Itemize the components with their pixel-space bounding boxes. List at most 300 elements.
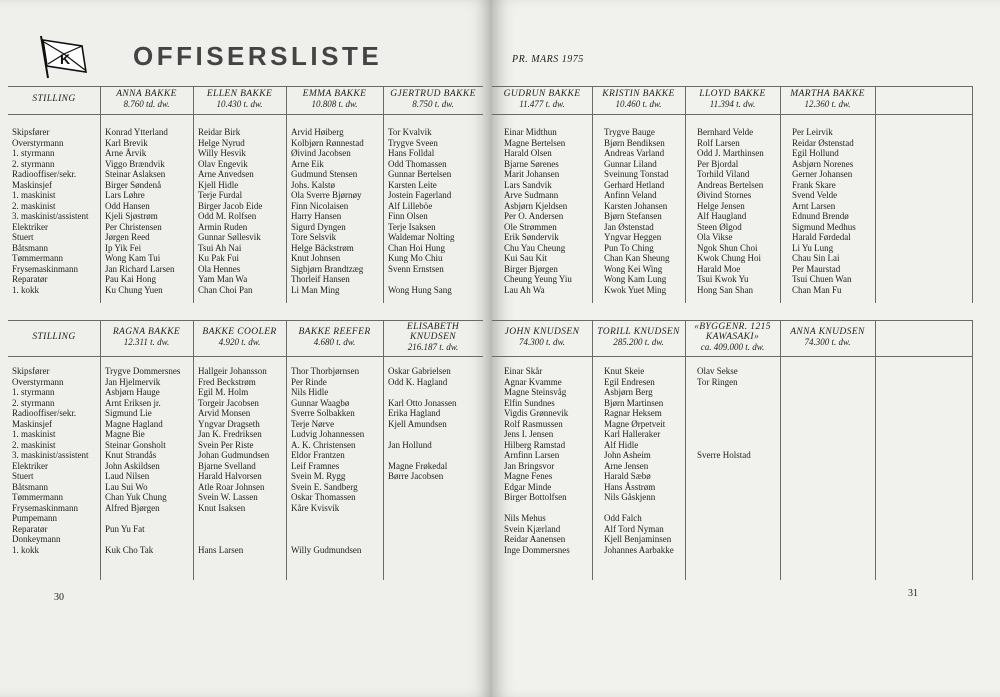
crew-column (792, 127, 874, 295)
table-rule (286, 320, 287, 580)
crew-member: Hans Folldal (388, 148, 435, 158)
role-label: Elektriker (12, 221, 48, 232)
table-rule (592, 86, 593, 303)
crew-member: A. K. Christensen (291, 439, 356, 450)
crew-member (697, 419, 779, 430)
table-rule (685, 86, 686, 303)
ship-header (689, 320, 776, 356)
ship-header (102, 86, 191, 114)
crew-member: Ednund Brendø (792, 211, 849, 221)
ship-name: STILLING (32, 332, 76, 343)
ship-name: BAKKE COOLER (202, 327, 277, 338)
crew-member (105, 513, 191, 524)
role-label: Pumpemann (12, 513, 57, 523)
crew-column (697, 127, 779, 295)
role-label: 2. maskinist (12, 439, 56, 450)
crew-member: Rolf Rasmussen (504, 418, 563, 429)
crew-member: Birger Søndenå (105, 179, 162, 190)
table-rule (685, 320, 686, 580)
crew-member: Asbjørn Hauge (105, 387, 160, 397)
crew-member: Odd J. Marthinsen (697, 148, 764, 158)
crew-column (198, 127, 284, 295)
crew-member: Sverre Solbakken (291, 408, 355, 418)
crew-member (697, 534, 779, 545)
role-label: Tømmermann (12, 492, 63, 502)
crew-member (388, 492, 481, 503)
crew-member: Fred Beckstrøm (198, 376, 256, 387)
crew-member: Odd K. Hagland (388, 376, 448, 387)
crew-column (291, 366, 381, 555)
crew-member: Chu Yau Cheung (504, 242, 566, 253)
crew-member: Jostein Fagerland (388, 190, 452, 200)
crew-member: Birger Jacob Eide (198, 200, 263, 211)
crew-member: Frank Skare (792, 179, 836, 190)
table-rule (8, 356, 483, 357)
crew-member: Arnfinn Larsen (504, 450, 560, 460)
crew-member: Arve Sudmann (504, 190, 559, 200)
crew-member (792, 482, 874, 493)
ship-deadweight: ca. 409.000 t. dw. (700, 342, 765, 353)
role-label: Reparatør (12, 523, 48, 534)
crew-member: Jan Bringsvor (504, 460, 555, 471)
crew-member: Erik Søndervik (504, 232, 559, 242)
crew-member (388, 274, 481, 285)
crew-member: Olav Sekse (697, 366, 738, 376)
crew-member (198, 524, 284, 535)
crew-member: Arvid Monsen (198, 408, 251, 418)
crew-member: Kjell Benjaminsen (604, 534, 672, 544)
crew-member: Wong Hung Sang (388, 284, 452, 295)
company-flag-icon (38, 34, 90, 80)
crew-member: Asbjørn Berg (604, 387, 653, 397)
crew-member: Magne Bie (105, 429, 145, 439)
role-label: 3. maskinist/assistent (12, 450, 89, 460)
ship-deadweight: 10.430 t. dw. (216, 99, 263, 110)
flag-letter: K (60, 51, 71, 67)
crew-member: Birger Bottolfsen (504, 492, 567, 502)
crew-member: Gerner Johansen (792, 169, 853, 179)
role-label: Maskinsjef (12, 418, 52, 429)
crew-member: Torgeir Jacobsen (198, 397, 259, 408)
crew-member: Ragnar Heksem (604, 408, 662, 418)
crew-member: Hans Larsen (198, 544, 244, 555)
ship-name: ELLEN BAKKE (206, 89, 273, 100)
crew-member: Willy Hesvik (198, 148, 246, 158)
left-page (0, 0, 492, 697)
crew-member: Andreas Varland (604, 148, 665, 158)
crew-member: Terje Isaksen (388, 221, 436, 232)
crew-member: Svein W. Lassen (198, 492, 258, 502)
crew-member: Agnar Kvamme (504, 376, 562, 387)
crew-member: Lau Ah Wa (504, 284, 545, 295)
crew-member: Nils Gåskjenn (604, 492, 656, 502)
crew-member (697, 492, 779, 503)
role-label: Maskinsjef (12, 179, 52, 190)
crew-member: Birger Bjørgen (504, 263, 558, 274)
crew-member: Pun Yu Fat (105, 523, 145, 534)
crew-member: Kolbjørn Rønnestad (291, 137, 364, 148)
ship-header (596, 320, 681, 356)
ship-deadweight: 4.680 t. dw. (313, 337, 356, 348)
ship-header (496, 320, 588, 356)
crew-member: Gunnar Søllesvik (198, 232, 261, 242)
crew-member (697, 545, 779, 556)
crew-column (105, 366, 191, 555)
crew-member: Johs. Kalstø (291, 179, 336, 190)
crew-member (697, 408, 779, 419)
crew-member: Knut Skeie (604, 366, 645, 376)
crew-member: Chan Yuk Chung (105, 492, 167, 502)
ship-name: STILLING (32, 94, 76, 105)
crew-member: Inge Dommersnes (504, 544, 570, 555)
role-label: Radiooffiser/sekr. (12, 408, 77, 418)
ship-deadweight: 216.187 t. dw. (407, 342, 459, 353)
crew-member: Laud Nilsen (105, 471, 150, 481)
crew-member (792, 419, 874, 430)
crew-member: Tsui Kwok Yu (697, 274, 749, 284)
crew-member: Asbjørn Norenes (792, 158, 854, 169)
crew-member (198, 513, 284, 524)
crew-member: Jens I. Jensen (504, 429, 554, 439)
crew-member (388, 503, 481, 514)
crew-member (792, 398, 874, 409)
crew-member: Odd M. Rolfsen (198, 211, 257, 221)
crew-member: Sigmund Lie (105, 408, 152, 418)
crew-member: Egil Hollund (792, 148, 839, 158)
crew-member: Terje Furdal (198, 190, 243, 200)
role-label: Frysemaskinmann (12, 502, 78, 513)
crew-member (291, 524, 381, 535)
crew-member: Ola Vikse (697, 232, 733, 242)
role-label: Stuert (12, 232, 34, 242)
crew-member: Li Man Ming (291, 284, 340, 295)
crew-member (697, 503, 779, 514)
crew-member: Kwok Chung Hoi (697, 253, 762, 263)
crew-member: Yngvar Dragseth (198, 418, 260, 429)
crew-member: Lars Løhre (105, 190, 145, 200)
crew-member: Børre Jacobsen (388, 471, 444, 481)
role-label: Båtsmann (12, 242, 48, 253)
crew-member: Alf Tord Nyman (604, 523, 664, 534)
crew-member: Jan Østenstad (604, 221, 654, 232)
page-title: OFFISERSLISTE (133, 41, 383, 71)
ship-deadweight: 10.808 t. dw. (311, 99, 358, 110)
role-label: Elektriker (12, 460, 48, 471)
ship-name: RAGNA BAKKE (112, 327, 181, 338)
crew-member: Viggo Brændvik (105, 158, 165, 169)
crew-column (291, 127, 381, 295)
crew-member: Pau Kai Hong (105, 274, 156, 284)
crew-member: Knut Johnsen (291, 253, 341, 263)
crew-member (388, 545, 481, 556)
crew-member: Bjørn Martinsen (604, 397, 664, 408)
page-number-right: 31 (908, 588, 918, 599)
crew-column (198, 366, 284, 555)
crew-member: Gunnar Bertelsen (388, 169, 452, 179)
crew-member: Svein Kjærland (504, 523, 561, 534)
crew-member (388, 513, 481, 524)
table-rule (193, 86, 194, 303)
crew-member: Ku Chung Yuen (105, 284, 163, 295)
crew-member (697, 398, 779, 409)
crew-member: Reidar Aanensen (504, 534, 566, 544)
crew-member: Bjarne Sørenes (504, 158, 559, 169)
ship-header (8, 86, 100, 114)
crew-member: Harry Hansen (291, 211, 342, 221)
crew-member (291, 534, 381, 545)
role-label: 1. maskinist (12, 429, 56, 439)
ship-deadweight: 12.311 t. dw. (123, 337, 170, 348)
role-label: 1. styrmann (12, 148, 55, 158)
crew-member (697, 471, 779, 482)
crew-member: Kjell Hidle (198, 179, 239, 190)
crew-member (388, 429, 481, 440)
crew-member: Trygve Bauge (604, 127, 655, 137)
ship-name: GUDRUN BAKKE (503, 89, 581, 100)
crew-member: Arvid Høiberg (291, 127, 344, 137)
crew-member: Wong Kei Wing (604, 263, 663, 274)
table-rule (492, 114, 972, 115)
crew-member: Magne Frøkedal (388, 460, 448, 471)
crew-member: Li Yu Lung (792, 242, 834, 253)
crew-member: Chau Sin Lai (792, 253, 840, 263)
crew-member: Chan Kan Sheung (604, 253, 670, 263)
crew-member: Øivind Jacobsen (291, 148, 351, 158)
crew-member: Anfinn Veland (604, 190, 657, 200)
crew-member: Hallgeir Johansson (198, 366, 267, 376)
ship-name: BAKKE REEFER (298, 327, 371, 338)
crew-member: Wong Kam Tui (105, 253, 161, 263)
crew-member (792, 524, 874, 535)
crew-member: Ola Hennes (198, 263, 241, 274)
role-label: 1. styrmann (12, 387, 55, 397)
crew-member: Atle Roar Johnsen (198, 481, 265, 492)
crew-member: Oskar Gabrielsen (388, 366, 451, 376)
crew-member: Wong Kam Lung (604, 274, 667, 284)
crew-member (697, 461, 779, 472)
role-label: Tømmermann (12, 253, 63, 263)
crew-member (792, 513, 874, 524)
date-label: PR. MARS 1975 (512, 54, 584, 65)
crew-member (388, 534, 481, 545)
ship-name: ELISABETH KNUDSEN (406, 322, 460, 343)
crew-member: Egil M. Holm (198, 387, 249, 397)
table-rule (780, 320, 781, 580)
crew-member (792, 429, 874, 440)
crew-member: Tsui Chuen Wan (792, 274, 852, 284)
crew-member: Leif Framnes (291, 460, 340, 471)
crew-member: Kung Mo Chiu (388, 253, 443, 263)
crew-member (105, 534, 191, 545)
crew-member: Per Leirvik (792, 127, 833, 137)
crew-member: Harald Olsen (504, 148, 552, 158)
ship-name: TORILL KNUDSEN (597, 327, 680, 338)
crew-member: Kjell Amundsen (388, 418, 447, 429)
crew-column (604, 127, 684, 295)
ship-header (102, 320, 191, 356)
crew-member: Per Rinde (291, 376, 327, 387)
crew-member: Kjeli Sjøstrøm (105, 211, 158, 221)
role-label: 1. kokk (12, 284, 39, 295)
crew-member: Yam Man Wa (198, 274, 248, 284)
ship-header (195, 86, 284, 114)
crew-member: Jørgen Reed (105, 232, 150, 242)
crew-member: Karl Brevik (105, 137, 148, 148)
crew-member: Chan Choi Pan (198, 284, 253, 295)
crew-member: Steinar Gonsholt (105, 439, 166, 450)
crew-member: Magne Fenes (504, 471, 553, 481)
crew-member: Karl Otto Jonassen (388, 397, 457, 408)
crew-member: Svein Per Riste (198, 439, 254, 450)
crew-member: Svein M. Rygg (291, 471, 346, 481)
table-rule (875, 320, 876, 580)
crew-member: Arnt Eriksen jr. (105, 397, 161, 408)
crew-member: Sigmund Medhus (792, 221, 856, 232)
ship-name: LLOYD BAKKE (699, 89, 766, 100)
crew-member (697, 429, 779, 440)
crew-member (388, 482, 481, 493)
crew-member (697, 387, 779, 398)
crew-member: Yngvar Heggen (604, 232, 662, 242)
crew-member (388, 387, 481, 398)
crew-column (697, 366, 779, 555)
crew-member (792, 387, 874, 398)
crew-member: Torhild Viland (697, 169, 750, 179)
crew-member: Reidar Østenstad (792, 137, 854, 148)
crew-member: Vigdis Grønnevik (504, 408, 569, 418)
crew-member: Arne Anvedsen (198, 169, 254, 179)
crew-member: Pun To Ching (604, 242, 654, 253)
role-label: Skipsfører (12, 127, 50, 137)
role-label: 2. maskinist (12, 200, 56, 211)
ship-header (195, 320, 284, 356)
crew-member: Karl Halleraker (604, 429, 661, 439)
ship-header (689, 86, 776, 114)
role-label: 3. maskinist/assistent (12, 211, 89, 221)
crew-member: Finn Olsen (388, 211, 428, 221)
crew-member: Helge Jensen (697, 200, 745, 211)
role-label: 2. styrmann (12, 158, 55, 169)
crew-member: Eldor Frantzen (291, 450, 345, 460)
ship-header (385, 320, 481, 356)
crew-member: Sigurd Dyngen (291, 221, 346, 232)
table-rule (972, 320, 973, 580)
crew-member: Waldemar Nolting (388, 232, 455, 242)
ship-header (784, 320, 871, 356)
crew-member: Bernhard Velde (697, 127, 754, 137)
ship-name: KRISTIN BAKKE (602, 89, 675, 100)
role-label: 2. styrmann (12, 397, 55, 408)
crew-member: Karsten Johansen (604, 200, 668, 211)
role-label: 1. kokk (12, 544, 39, 555)
ship-deadweight: 11.394 t. dw. (709, 99, 756, 110)
right-page (492, 0, 1000, 697)
crew-member: Alf Haugland (697, 211, 747, 221)
table-rule (8, 114, 483, 115)
crew-member: Terje Nørve (291, 418, 335, 429)
crew-member: Konrad Ytterland (105, 127, 168, 137)
crew-member: Armin Ruden (198, 221, 248, 232)
role-label: 1. maskinist (12, 190, 56, 200)
roles-column (12, 366, 98, 555)
role-label: Reparatør (12, 274, 48, 284)
ship-name: MARTHA BAKKE (790, 89, 865, 100)
role-label: Radiooffiser/sekr. (12, 169, 77, 179)
crew-column (105, 127, 191, 295)
crew-member: Ola Sverre Bjørnøy (291, 190, 362, 200)
crew-member: Alf Lilleböe (388, 200, 433, 211)
crew-member: Johan Gudmundsen (198, 450, 270, 460)
crew-member (792, 503, 874, 514)
crew-member: Edgar Minde (504, 481, 552, 492)
crew-member: Gunnar Waagbø (291, 397, 350, 408)
ship-deadweight: 10.460 t. dw. (615, 99, 662, 110)
crew-member: Nils Hidle (291, 387, 329, 397)
crew-member: Nils Mehus (504, 513, 546, 523)
crew-member: Ngok Shun Choi (697, 242, 758, 253)
crew-member: Kuk Cho Tak (105, 544, 154, 555)
ship-deadweight: 74.300 t. dw. (518, 337, 566, 348)
crew-member: Karsten Leite (388, 179, 437, 190)
table-rule (492, 356, 972, 357)
crew-column (388, 127, 481, 295)
crew-member: Harald Halvorsen (198, 471, 262, 481)
table-rule (780, 86, 781, 303)
crew-column (388, 366, 481, 555)
crew-member: Svenn Ernstsen (388, 263, 444, 274)
ship-name: JOHN KNUDSEN (504, 327, 580, 338)
ship-header (8, 320, 100, 356)
ship-deadweight: 74.300 t. dw. (804, 337, 851, 348)
crew-member (291, 513, 381, 524)
ship-deadweight: 285.200 t. dw. (613, 337, 664, 348)
crew-member (792, 440, 874, 451)
table-rule (875, 86, 876, 303)
page-number-left: 30 (54, 592, 64, 603)
role-label: Overstyrmann (12, 376, 64, 387)
crew-member (792, 492, 874, 503)
crew-member: Andreas Bertelsen (697, 179, 764, 190)
crew-member: Trygve Sveen (388, 137, 438, 148)
crew-member: Svend Velde (792, 190, 838, 200)
table-rule (286, 86, 287, 303)
crew-member: Egil Endresen (604, 376, 655, 387)
ship-name: EMMA BAKKE (302, 89, 367, 100)
crew-member: Bjørn Bendiksen (604, 137, 665, 148)
crew-member: Sveinung Tonstad (604, 169, 669, 179)
crew-member: Øivind Stornes (697, 190, 752, 200)
crew-member: Jan Richard Larsen (105, 263, 175, 274)
crew-member: Arnt Larsen (792, 200, 836, 211)
crew-member: Thorleif Hansen (291, 274, 350, 284)
crew-member: Alf Hidle (604, 439, 639, 450)
crew-member: Steen Ølgod (697, 221, 742, 232)
crew-member: Tor Kvalvik (388, 127, 432, 137)
crew-member (697, 482, 779, 493)
crew-member: Sigbjørn Brandtzæg (291, 263, 364, 274)
crew-member: Arne Eik (291, 158, 324, 169)
crew-member: Tsui Ah Nai (198, 242, 242, 253)
table-rule (193, 320, 194, 580)
crew-member: Oskar Thomassen (291, 492, 356, 502)
crew-member (604, 503, 684, 514)
crew-member: Einar Midthun (504, 127, 557, 137)
crew-member: Sverre Holstad (697, 450, 751, 460)
crew-member: Odd Thomassen (388, 158, 447, 169)
crew-member: Bjarne Svelland (198, 460, 256, 471)
crew-member: Finn Nicolaisen (291, 200, 349, 211)
crew-member: Per Bjordal (697, 158, 739, 169)
